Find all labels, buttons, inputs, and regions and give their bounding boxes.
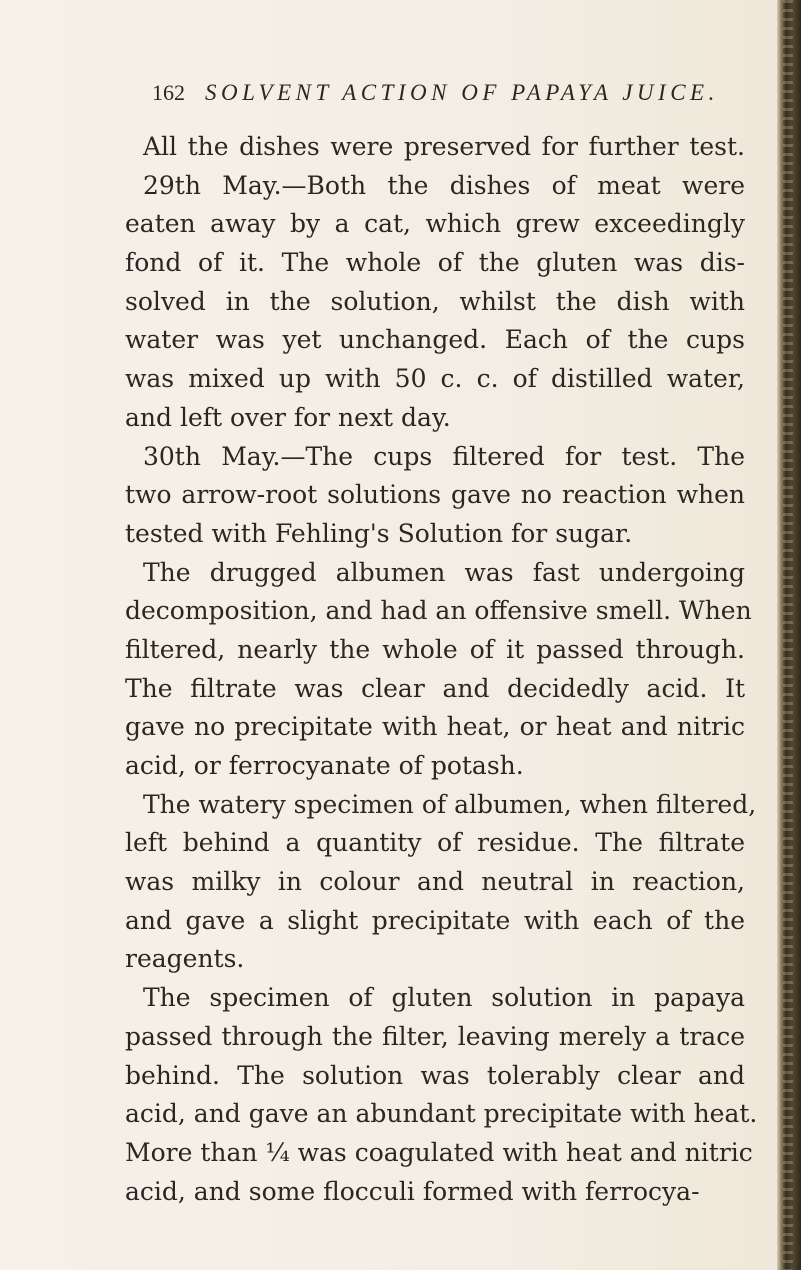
text-line: behind. The solution was tolerably clear and	[125, 1060, 745, 1090]
text-line: acid, or ferrocyanate of potash.	[125, 751, 524, 780]
page-header	[152, 80, 719, 120]
text-line: More than ¼ was coagulated with heat and nitric	[125, 1137, 753, 1167]
text-line: 29th May.—Both the dishes of meat were	[143, 170, 745, 200]
text-line: All the dishes were preserved for further test.	[143, 132, 745, 161]
text-line: tested with Fehling's Solution for sugar.	[125, 518, 633, 548]
text-line: decomposition, and had an offensive smell. When	[125, 596, 752, 626]
text-line: solved in the solution, whilst the dish with	[125, 286, 745, 316]
book-spine-edge	[777, 0, 801, 1270]
text-line: The drugged albumen was fast undergoing	[143, 557, 745, 587]
text-line: acid, and gave an abundant precipitate with heat.	[125, 1099, 758, 1129]
text-line: and left over for next day.	[125, 402, 451, 432]
text-line: gave no precipitate with heat, or heat and nitric	[125, 712, 745, 742]
body-text	[125, 128, 758, 1211]
text-line: water was yet unchanged. Each of the cups	[125, 325, 745, 355]
text-line: The watery specimen of albumen, when filtered,	[143, 789, 757, 819]
text-line: was mixed up with 50 c. c. of distilled water,	[125, 364, 745, 394]
running-title: SOLVENT ACTION OF PAPAYA JUICE.	[205, 80, 719, 105]
text-line: eaten away by a cat, which grew exceedingly	[125, 209, 745, 239]
text-line: acid, and some flocculi formed with ferrocya-	[125, 1176, 700, 1206]
text-line: 30th May.—The cups filtered for test. The	[143, 441, 745, 471]
text-line: filtered, nearly the whole of it passed through.	[125, 634, 745, 664]
text-line: reagents.	[125, 944, 245, 974]
text-line: The filtrate was clear and decidedly acid. It	[125, 673, 745, 703]
text-line: passed through the filter, leaving merely a trace	[125, 1021, 745, 1051]
text-line: and gave a slight precipitate with each of the	[125, 905, 745, 935]
text-line: two arrow-root solutions gave no reaction when	[125, 480, 745, 510]
text-line: fond of it. The whole of the gluten was dis-	[125, 248, 745, 278]
text-line: left behind a quantity of residue. The filtrate	[125, 828, 745, 858]
text-line: was milky in colour and neutral in reaction,	[125, 867, 745, 897]
page-number: 162	[152, 80, 185, 105]
text-line: The specimen of gluten solution in papaya	[143, 983, 745, 1013]
